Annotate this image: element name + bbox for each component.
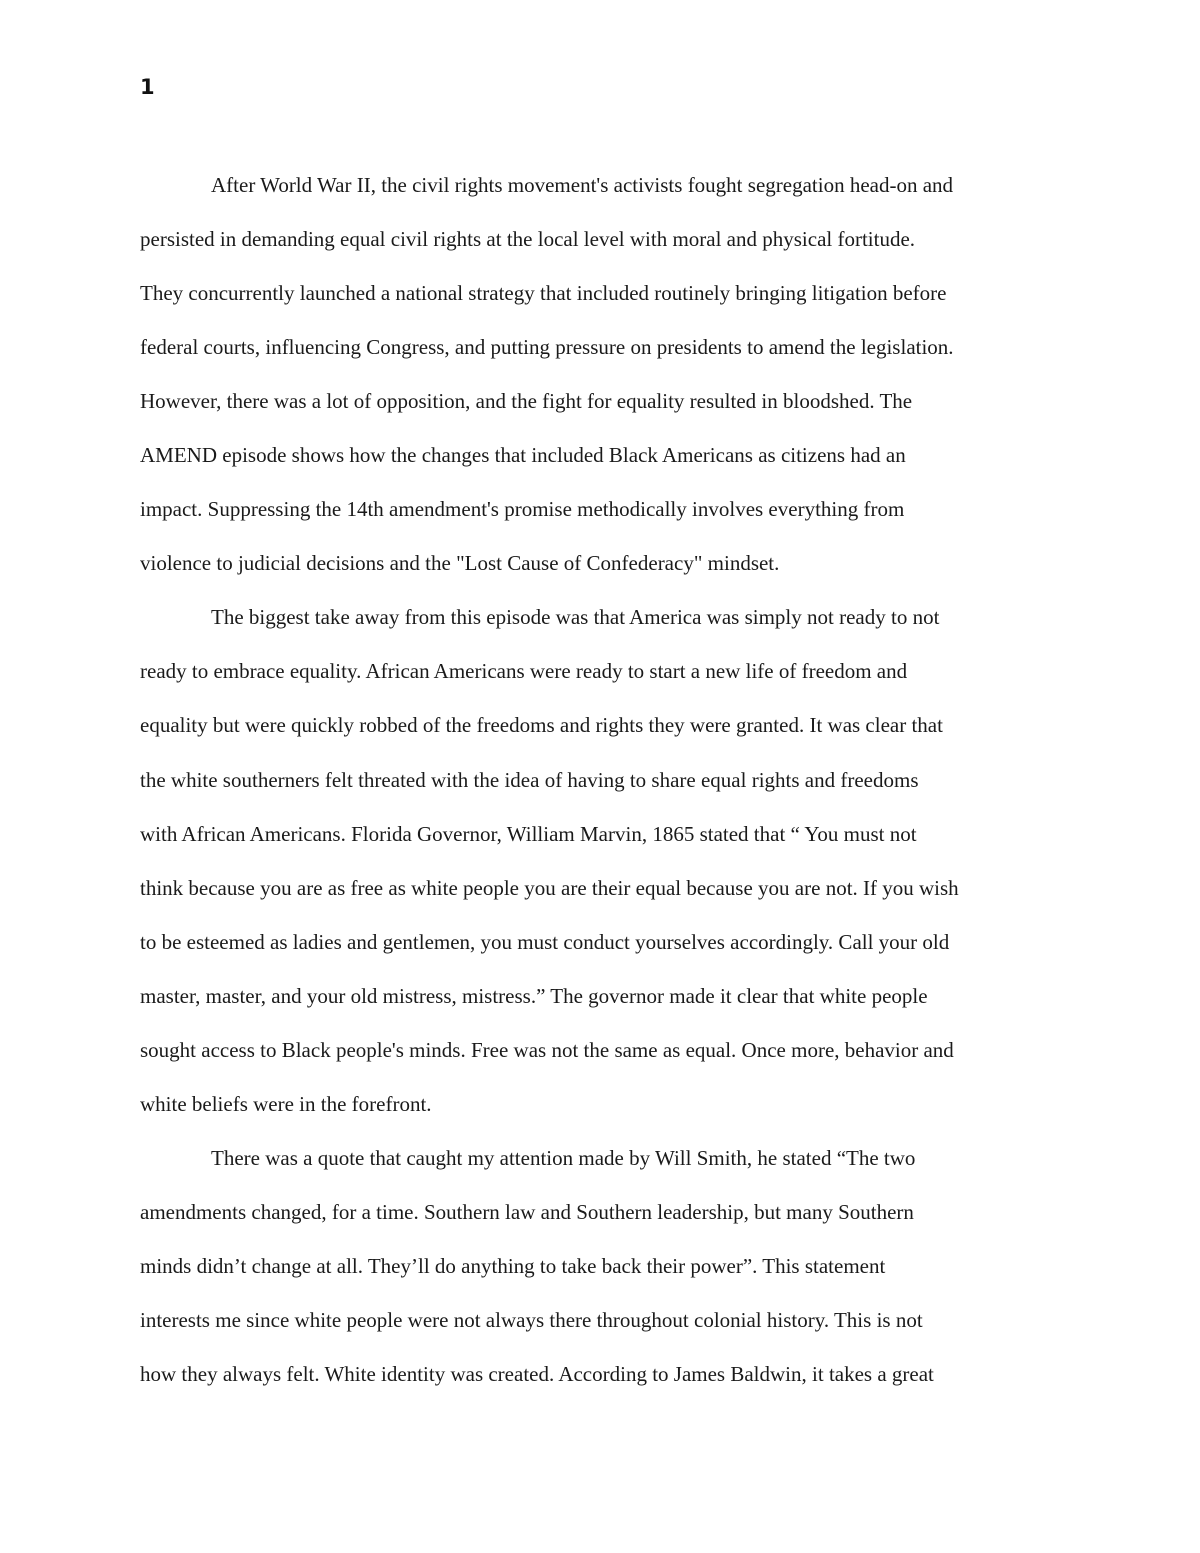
paragraph-2-line: equality but were quickly robbed of the freedoms and rights they were granted. It was clear that (140, 713, 943, 738)
paragraph-1-line: After World War II, the civil rights movement's activists fought segregation head-on and (211, 173, 954, 197)
paragraph-1-line: impact. Suppressing the 14th amendment's promise methodically involves everything from (140, 497, 905, 522)
page-number: 1 (140, 75, 155, 99)
paragraph-1-line: However, there was a lot of opposition, and the fight for equality resulted in bloodshed. The (140, 389, 913, 414)
paragraph-3-line: amendments changed, for a time. Southern law and Southern leadership, but many Southern (140, 1199, 914, 1224)
paragraph-2-line: to be esteemed as ladies and gentlemen, you must conduct yourselves accordingly. Call your old (140, 929, 950, 954)
paragraph-1-line: persisted in demanding equal civil rights at the local level with moral and physical fortitude. (140, 227, 916, 252)
paragraph-1-line: violence to judicial decisions and the "Lost Cause of Confederacy" mindset. (140, 551, 780, 576)
paragraph-1-line: They concurrently launched a national strategy that included routinely bringing litigation before (140, 281, 947, 306)
paragraph-3-line: There was a quote that caught my attention made by Will Smith, he stated “The two (211, 1145, 916, 1170)
paragraph-2-line: white beliefs were in the forefront. (140, 1091, 432, 1116)
body-text (140, 158, 1065, 1401)
paragraph-2-line: The biggest take away from this episode was that America was simply not ready to not (211, 605, 940, 630)
paragraph-2-line: the white southerners felt threated with the idea of having to share equal rights and freedoms (140, 767, 919, 792)
paragraph-2-line: with African Americans. Florida Governor, William Marvin, 1865 stated that “ You must not (140, 821, 917, 846)
paragraph-2-line: sought access to Black people's minds. Free was not the same as equal. Once more, behavior and (140, 1037, 954, 1062)
paragraph-1-line: AMEND episode shows how the changes that included Black Americans as citizens had an (140, 443, 906, 468)
paragraph-1-line: federal courts, influencing Congress, and putting pressure on presidents to amend the legislation. (140, 335, 954, 360)
paragraph-2-line: think because you are as free as white people you are their equal because you are not. If you wish (140, 875, 959, 900)
paragraph-3-line: minds didn’t change at all. They’ll do anything to take back their power”. This statement (140, 1253, 886, 1278)
paragraph-2-line: ready to embrace equality. African Americans were ready to start a new life of freedom and (140, 659, 908, 684)
paragraph-3-line: how they always felt. White identity was created. According to James Baldwin, it takes a great (140, 1362, 934, 1387)
paragraph-3-line: interests me since white people were not always there throughout colonial history. This is not (140, 1307, 923, 1332)
paragraph-2-line: master, master, and your old mistress, mistress.” The governor made it clear that white people (140, 983, 928, 1008)
